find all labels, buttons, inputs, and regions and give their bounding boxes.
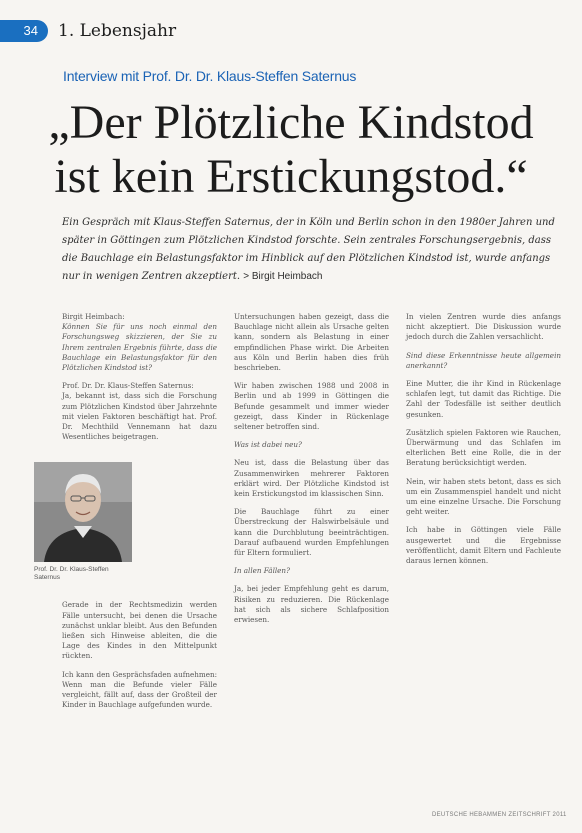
article-body bbox=[62, 312, 562, 812]
col3-paragraph-4: Nein, wir haben stets betont, dass es sich um ein Zusammenspiel handelt und nicht um eine einzelne Ursache. Die Forschung geht weiter. bbox=[406, 476, 561, 517]
answer-2: Gerade in der Rechtsmedizin werden Fälle untersucht, bei denen die Ursache zunächst unklar bleibt. Aus den Befunden ließen sich Hinweise ableiten, die die Lage des Kindes in den Mittelpunkt rückten. bbox=[62, 600, 217, 661]
photo-caption: Prof. Dr. Dr. Klaus-Steffen Saternus bbox=[34, 566, 109, 581]
question-1: Können Sie für uns noch einmal den Forschungsweg skizzieren, der Sie zu Ihrem zentralen Ergebnis führte, dass die Bauchlage ein Belastungsfaktor für den Plötzlichen Kindstod ist? bbox=[62, 322, 217, 373]
section-title: 1. Lebensjahr bbox=[58, 21, 177, 41]
page-header bbox=[0, 20, 582, 44]
speaker-interviewer: Birgit Heimbach: bbox=[62, 312, 125, 321]
col3-paragraph-3: Zusätzlich spielen Faktoren wie Rauchen, Überwärmung und das Schlafen im elterlichen Bett eine Rolle, die in der Beratung berücksichtigt werden. bbox=[406, 427, 561, 468]
answer-3: Ich kann den Gesprächsfaden aufnehmen: Wenn man die Befunde vieler Fälle vergleicht, fällt auf, dass der Großteil der Kinder in Bauchlage aufgefunden wurde. bbox=[62, 669, 217, 710]
page-footer: DEUTSCHE HEBAMMEN ZEITSCHRIFT 2011 bbox=[432, 812, 567, 818]
portrait-photo bbox=[34, 462, 132, 562]
intro-author: > Birgit Heimbach bbox=[243, 271, 323, 282]
column-3 bbox=[406, 312, 561, 574]
col2-paragraph-4: Die Bauchlage führt zu einer Überstreckung der Halswirbelsäule und kann die Durchblutung beeinträchtigen. Darauf aufbauend wurden Empfehlungen für Eltern formuliert. bbox=[234, 507, 389, 558]
intro-text: Ein Gespräch mit Klaus-Steffen Saternus, der in Köln und Berlin schon in den 1980er Jahren und später in Göttingen zum Plötzlichen Kindstod forschte. Sein zentrales Forschungsergebnis, dass die Bauchlage ein Belastungsfaktor im Hinblick auf den Plötzlichen Kindstod ist, wurde anfangs nur in wenigen Zentren akzeptiert. bbox=[62, 217, 555, 282]
article-intro bbox=[62, 214, 562, 286]
col3-paragraph-1: In vielen Zentren wurde dies anfangs nicht akzeptiert. Die Diskussion wurde jedoch durch die Zahlen versachlicht. bbox=[406, 312, 561, 342]
page-number: 34 bbox=[0, 20, 48, 42]
col2-paragraph-1: Untersuchungen haben gezeigt, dass die Bauchlage nicht allein als Ursache gelten kann, sondern als Belastung in einer empfindlichen Phase wirkt. Die Arbeiten aus Köln und Berlin haben dies früh beschrieben. bbox=[234, 312, 389, 373]
article-kicker: Interview mit Prof. Dr. Dr. Klaus-Steffen Saternus bbox=[63, 68, 357, 84]
article-headline bbox=[0, 96, 582, 204]
col2-paragraph-5: Ja, bei jeder Empfehlung geht es darum, Risiken zu reduzieren. Die Rückenlage hat sich als sichere Schlafposition erwiesen. bbox=[234, 584, 389, 625]
col2-paragraph-2: Wir haben zwischen 1988 und 2008 in Berlin und ab 1999 in Göttingen die Befunde gesammelt und immer wieder gezeigt, dass Kinder in Rückenlage seltener betroffen sind. bbox=[234, 381, 389, 432]
headline-line-2: ist kein Erstickungstod.“ bbox=[54, 150, 528, 203]
headline-line-1: „Der Plötzliche Kindstod bbox=[48, 96, 534, 149]
speaker-interviewee: Prof. Dr. Dr. Klaus-Steffen Saternus: bbox=[62, 381, 194, 391]
column-2 bbox=[234, 312, 389, 633]
answer-1: Ja, bekannt ist, dass sich die Forschung zum Plötzlichen Kindstod über Jahrzehnte mit vielen Faktoren beschäftigt hat. Prof. Dr. Mechthild Vennemann hat dazu Wesentliches beigetragen. bbox=[62, 391, 217, 442]
col3-paragraph-2: Eine Mutter, die ihr Kind in Rückenlage schlafen legt, tut damit das Richtige. Die Zahl der Todesfälle ist seither deutlich gesunken. bbox=[406, 379, 561, 419]
question-4: Sind diese Erkenntnisse heute allgemein anerkannt? bbox=[406, 350, 561, 370]
question-2: Was ist dabei neu? bbox=[234, 440, 302, 450]
portrait-image bbox=[34, 462, 132, 562]
col2-paragraph-3: Neu ist, dass die Belastung über das Zusammenwirken mehrerer Faktoren erklärt wird. Der Plötzliche Kindstod ist kein Erstickungstod im klassischen Sinn. bbox=[234, 458, 389, 499]
col3-paragraph-5: Ich habe in Göttingen viele Fälle ausgewertet und die Ergebnisse veröffentlicht, damit Eltern und Fachleute daraus lernen können. bbox=[406, 525, 561, 566]
question-3: In allen Fällen? bbox=[234, 566, 290, 576]
